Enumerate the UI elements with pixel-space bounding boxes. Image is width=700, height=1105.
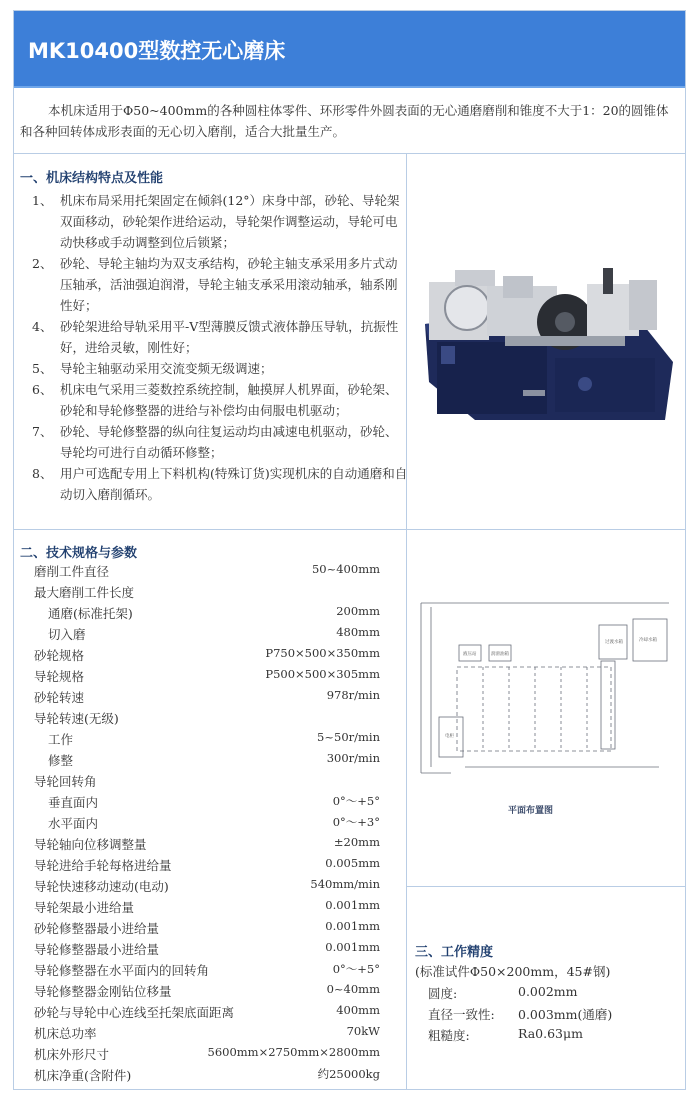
spec-label: 导轮规格 (34, 669, 85, 684)
page-title: MK10400型数控无心磨床 (28, 39, 286, 63)
machine-photo (415, 262, 675, 422)
spec-value: 0.005mm (325, 856, 380, 870)
spec-row (34, 854, 380, 875)
spec-value: P750×500×350mm (265, 646, 380, 660)
spec-row (34, 770, 380, 791)
spec-value: 978r/min (326, 688, 380, 702)
spec-row (34, 938, 380, 959)
spec-label: 机床总功率 (34, 1026, 97, 1041)
spec-row (34, 791, 380, 812)
intro-section (14, 88, 685, 154)
spec-row (34, 686, 380, 707)
accuracy-value: 0.003mm(通磨) (518, 1007, 613, 1022)
spec-value: 200mm (336, 604, 380, 618)
accuracy-value: Ra0.63μm (518, 1026, 583, 1041)
spec-value: 540mm/min (310, 877, 380, 891)
spec-label: 砂轮与导轮中心连线至托架底面距离 (34, 1005, 235, 1020)
spec-label: 导轮修整器金刚钻位移量 (34, 984, 172, 999)
spec-value: ±20mm (333, 835, 380, 849)
spec-value: P500×500×305mm (265, 667, 380, 681)
spec-label: 水平面内 (48, 816, 99, 831)
spec-label: 机床外形尺寸 (34, 1047, 110, 1062)
spec-label: 机床净重(含附件) (34, 1068, 132, 1083)
accuracy-title: 三、工作精度 (415, 945, 494, 960)
feature-number: 6、 (32, 382, 53, 397)
feature-item (32, 358, 408, 379)
spec-value: 400mm (336, 1003, 380, 1017)
spec-value: 480mm (336, 625, 380, 639)
feature-item (32, 316, 408, 358)
spec-label: 砂轮转速 (34, 690, 85, 705)
svg-text:电柜: 电柜 (445, 734, 454, 739)
spec-value: 0~40mm (326, 982, 380, 996)
feature-text: 砂轮、导轮修整器的纵向往复运动均由减速电机驱动，砂轮、导轮均可进行自动循环修整； (60, 424, 398, 460)
spec-label: 切入磨 (48, 627, 86, 642)
spec-row (34, 707, 380, 728)
title-bar (14, 11, 685, 88)
spec-label: 导轮转速(无级) (34, 711, 119, 726)
spec-row (34, 560, 380, 581)
spec-row (34, 728, 380, 749)
spec-value: 70kW (346, 1024, 380, 1038)
feature-item (32, 253, 408, 316)
accuracy-label: 粗糙度: (428, 1028, 470, 1043)
svg-text:液压站: 液压站 (463, 652, 477, 657)
spec-row (34, 623, 380, 644)
spec-row (34, 917, 380, 938)
spec-row (34, 875, 380, 896)
spec-row (34, 602, 380, 623)
svg-text:冷却水箱: 冷却水箱 (639, 638, 657, 643)
spec-value: 0°～+3° (332, 815, 380, 829)
spec-row (34, 896, 380, 917)
spec-row (34, 1064, 380, 1085)
spec-label: 导轮回转角 (34, 774, 97, 789)
feature-number: 7、 (32, 424, 53, 439)
accuracy-value: 0.002mm (518, 984, 578, 999)
specs-title: 二、技术规格与参数 (20, 546, 138, 561)
feature-text: 机床电气采用三菱数控系统控制，触摸屏人机界面，砂轮架、砂轮和导轮修整器的进给与补偿均由伺服电机驱动； (60, 382, 398, 418)
spec-value: 0.001mm (325, 919, 380, 933)
spec-value: 0.001mm (325, 898, 380, 912)
spec-row (34, 980, 380, 1001)
spec-label: 通磨(标准托架) (48, 606, 133, 621)
feature-item (32, 421, 408, 463)
spec-row (34, 1022, 380, 1043)
spec-label: 砂轮规格 (34, 648, 85, 663)
column-divider-2 (406, 530, 407, 1090)
spec-value: 5~50r/min (317, 730, 380, 744)
spec-label: 垂直面内 (48, 795, 99, 810)
spec-row (34, 665, 380, 686)
spec-row (34, 1043, 380, 1064)
spec-label: 磨削工件直径 (34, 564, 110, 579)
spec-label: 导轮快速移动速动(电动) (34, 879, 169, 894)
feature-number: 1、 (32, 193, 53, 208)
spec-label: 导轮修整器最小进给量 (34, 942, 160, 957)
section3-divider (407, 886, 685, 887)
features-title: 一、机床结构特点及性能 (20, 171, 164, 186)
spec-label: 导轮进给手轮每格进给量 (34, 858, 172, 873)
spec-row (34, 749, 380, 770)
feature-text: 砂轮、导轮主轴均为双支承结构，砂轮主轴支承采用多片式动压轴承，活油强迫润滑，导轮主轴支承采用滚动轴承，轴系刚性好； (60, 256, 398, 313)
layout-plan-drawing (415, 597, 675, 777)
spec-value: 0°～+5° (332, 962, 380, 976)
spec-value: 约25000kg (317, 1067, 380, 1081)
accuracy-label: 直径一致性: (428, 1007, 495, 1022)
feature-item (32, 379, 408, 421)
spec-row (34, 812, 380, 833)
spec-label: 导轮修整器在水平面内的回转角 (34, 963, 210, 978)
spec-row (34, 581, 380, 602)
accuracy-label: 圆度: (428, 986, 458, 1001)
spec-label: 导轮架最小进给量 (34, 900, 135, 915)
features-list (32, 190, 408, 505)
feature-item (32, 190, 408, 253)
svg-text:过渡水箱: 过渡水箱 (605, 640, 623, 645)
feature-text: 机床布局采用托架固定在倾斜(12°）床身中部，砂轮、导轮架双面移动，砂轮架作进给运动，导轮架作调整运动，导轮可电动快移或手动调整到位后锁紧； (60, 193, 400, 250)
feature-text: 导轮主轴驱动采用交流变频无级调速； (60, 361, 273, 376)
spec-value: 0°～+5° (332, 794, 380, 808)
feature-number: 2、 (32, 256, 53, 271)
spec-label: 导轮轴向位移调整量 (34, 837, 147, 852)
accuracy-condition: (标准试件Φ50×200mm，45#钢) (415, 964, 611, 979)
spec-label: 最大磨削工件长度 (34, 585, 135, 600)
spec-label: 工作 (48, 732, 74, 747)
svg-text:润滑油箱: 润滑油箱 (491, 652, 509, 657)
spec-label: 修整 (48, 753, 74, 768)
feature-number: 8、 (32, 466, 53, 481)
spec-label: 砂轮修整器最小进给量 (34, 921, 160, 936)
layout-plan-caption: 平面布置图 (508, 806, 554, 816)
spec-row (34, 833, 380, 854)
spec-value: 50~400mm (311, 562, 380, 576)
spec-row (34, 1001, 380, 1022)
feature-item (32, 463, 408, 505)
spec-value: 0.001mm (325, 940, 380, 954)
spec-row (34, 644, 380, 665)
spec-row (34, 959, 380, 980)
spec-value: 5600mm×2750mm×2800mm (207, 1045, 380, 1059)
feature-number: 5、 (32, 361, 53, 376)
feature-number: 4、 (32, 319, 53, 334)
feature-text: 用户可选配专用上下料机构(特殊订货)实现机床的自动通磨和自动切入磨削循环。 (60, 466, 408, 502)
intro-text: 本机床适用于Φ50~400mm的各种圆柱体零件、环形零件外圆表面的无心通磨磨削和锥度不大于1：20的圆锥体和各种回转体成形表面的无心切入磨削，适合大批量生产。 (20, 103, 669, 139)
spec-value: 300r/min (326, 751, 380, 765)
feature-text: 砂轮架进给导轨采用平-V型薄膜反馈式液体静压导轨，抗振性好，进给灵敏，刚性好； (60, 319, 399, 355)
